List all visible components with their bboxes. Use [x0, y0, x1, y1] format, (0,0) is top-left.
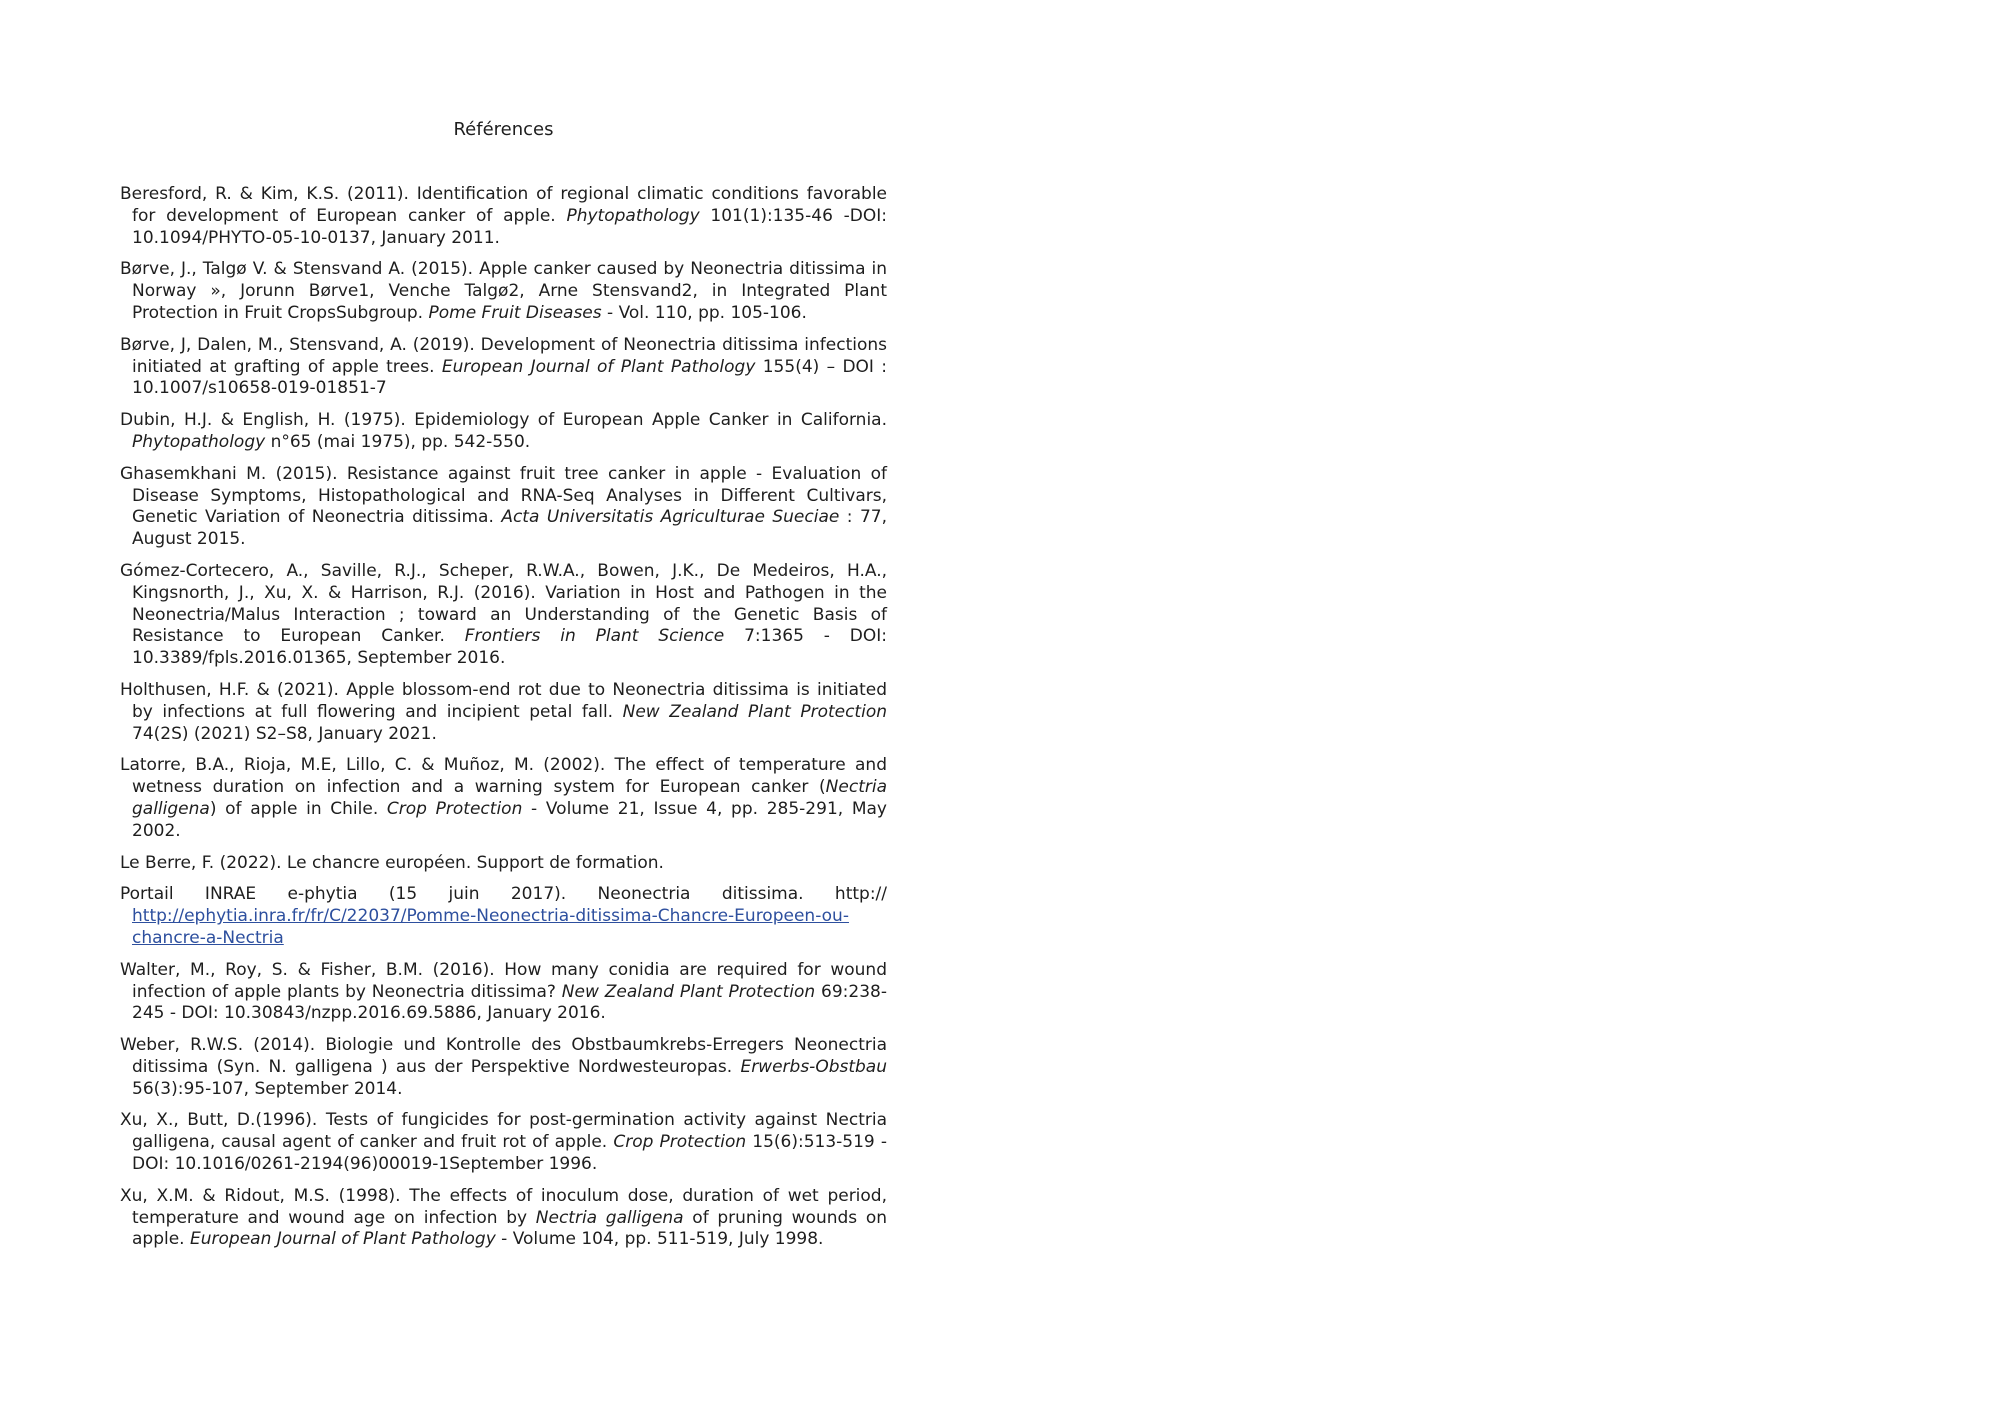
reference-text: - Volume 21, Issue 4, pp. 285-291, May 2002. [132, 798, 887, 841]
reference-text: 7:1365 - DOI: 10.3389/fpls.2016.01365, September 2016. [132, 626, 887, 669]
reference-item [120, 561, 887, 670]
reference-italic-text: Phytopathology [132, 431, 266, 452]
reference-text: Ghasemkhani M. (2015). Resistance against fruit tree canker in apple - Evaluation of Disease Symptoms, Histopathological and RNA-Seq Analyses in Different Cultivars, Genetic Variation of Neonectria ditissima. [120, 463, 887, 528]
reference-italic-text: European Journal of Plant Pathology [441, 356, 756, 377]
reference-item [120, 680, 887, 745]
reference-item [120, 853, 887, 875]
reference-item [120, 1035, 887, 1100]
reference-item [120, 884, 887, 949]
reference-text: Børve, J, Dalen, M., Stensvand, A. (2019). Development of Neonectria ditissima infections initiated at grafting of apple trees. [120, 334, 887, 377]
reference-italic-text: Frontiers in Plant Science [464, 626, 725, 647]
reference-item [120, 335, 887, 400]
reference-italic-text: Crop Protection [613, 1132, 747, 1153]
reference-text: 74(2S) (2021) S2–S8, January 2021. [132, 723, 437, 744]
reference-text: 15(6):513-519 - DOI: 10.1016/0261-2194(96)00019-1September 1996. [132, 1132, 887, 1175]
reference-italic-text: Erwerbs-Obstbau [740, 1056, 887, 1077]
reference-item [120, 410, 887, 454]
reference-italic-text: European Journal of Plant Pathology [190, 1229, 496, 1250]
reference-text: ) of apple in Chile. [209, 798, 387, 819]
page-title: Références [453, 119, 554, 140]
reference-link[interactable]: http://ephytia.inra.fr/fr/C/22037/Pomme-Neonectria-ditissima-Chancre-Europeen-ou-chancre-a-Nectria [132, 906, 849, 948]
reference-item [120, 259, 887, 324]
reference-italic-text: Nectria galligena [535, 1207, 684, 1228]
reference-italic-text: New Zealand Plant Protection [622, 701, 888, 722]
reference-italic-text: Nectria galligena [132, 777, 887, 819]
reference-text: Le Berre, F. (2022). Le chancre européen. Support de formation. [120, 852, 664, 873]
reference-text: Børve, J., Talgø V. & Stensvand A. (2015). Apple canker caused by Neonectria ditissima in Norway », Jorunn Børve1, Venche Talgø2, Arne Stensvand2, in Integrated Plant Protection in Fruit CropsSubgroup. [120, 259, 887, 323]
reference-italic-text: Crop Protection [386, 798, 523, 819]
reference-item [120, 960, 887, 1025]
reference-text: Dubin, H.J. & English, H. (1975). Epidemiology of European Apple Canker in California. [120, 410, 887, 431]
reference-text: Beresford, R. & Kim, K.S. (2011). Identification of regional climatic conditions favorable for development of European canker of apple. [120, 184, 887, 226]
reference-item [120, 1110, 887, 1175]
reference-text: Latorre, B.A., Rioja, M.E, Lillo, C. & Muñoz, M. (2002). The effect of temperature and wetness duration on infection and a warning system for European canker ( [120, 755, 887, 798]
reference-list [120, 184, 887, 1261]
reference-text: : 77, August 2015. [132, 507, 887, 550]
reference-text: Gómez-Cortecero, A., Saville, R.J., Scheper, R.W.A., Bowen, J.K., De Medeiros, H.A., Kingsnorth, J., Xu, X. & Harrison, R.J. (2016). Variation in Host and Pathogen in the Neonectria/Malus Interaction ; toward an Understanding of the Genetic Basis of Resistance to European Canker. [120, 560, 887, 647]
reference-item [120, 184, 887, 249]
reference-text: Walter, M., Roy, S. & Fisher, B.M. (2016). How many conidia are required for wound infection of apple plants by Neonectria ditissima? [120, 959, 887, 1002]
reference-item [120, 464, 887, 551]
reference-item [120, 755, 887, 842]
reference-text: - Volume 104, pp. 511-519, July 1998. [495, 1229, 824, 1250]
reference-text: Portail INRAE e-phytia (15 juin 2017). Neonectria ditissima. http:// [120, 884, 887, 905]
reference-text: 56(3):95-107, September 2014. [132, 1078, 403, 1099]
reference-text: of pruning wounds on apple. [132, 1207, 888, 1250]
reference-italic-text: Phytopathology [566, 205, 700, 226]
reference-text: n°65 (mai 1975), pp. 542-550. [265, 431, 531, 452]
reference-text: 69:238-245 - DOI: 10.30843/nzpp.2016.69.5886, January 2016. [132, 981, 887, 1024]
reference-text: Xu, X., Butt, D.(1996). Tests of fungicides for post-germination activity against Nectria galligena, causal agent of canker and fruit rot of apple. [120, 1110, 887, 1153]
reference-text: - Vol. 110, pp. 105-106. [601, 302, 807, 323]
reference-text: Holthusen, H.F. & (2021). Apple blossom-end rot due to Neonectria ditissima is initiated by infections at full flowering and incipient petal fall. [120, 679, 887, 722]
reference-text: Xu, X.M. & Ridout, M.S. (1998). The effects of inoculum dose, duration of wet period, temperature and wound age on infection by [120, 1185, 887, 1228]
reference-italic-text: New Zealand Plant Protection [561, 981, 816, 1002]
reference-italic-text: Pome Fruit Diseases [428, 302, 602, 323]
reference-italic-text: Acta Universitatis Agriculturae Sueciae [501, 507, 840, 528]
reference-text: 101(1):135-46 -DOI: 10.1094/PHYTO-05-10-0137, January 2011. [132, 205, 888, 248]
reference-text: Weber, R.W.S. (2014). Biologie und Kontrolle des Obstbaumkrebs-Erregers Neonectria ditissima (Syn. N. galligena ) aus der Perspektive Nordwesteuropas. [120, 1035, 887, 1077]
reference-text: 155(4) – DOI : 10.1007/s10658-019-01851-7 [132, 356, 887, 399]
reference-item [120, 1186, 887, 1251]
